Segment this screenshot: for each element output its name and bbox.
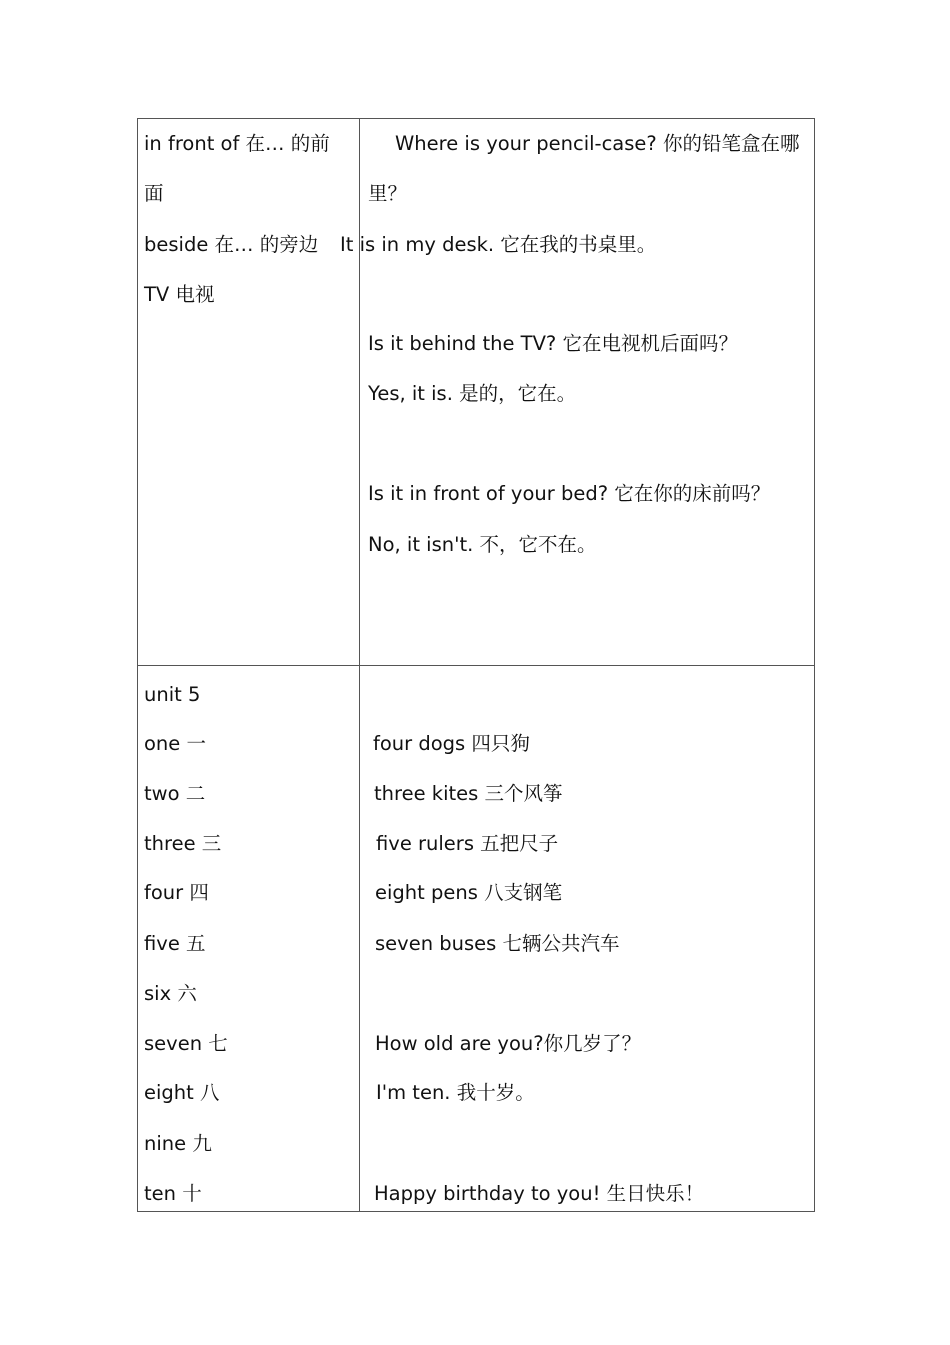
table-border-right: [814, 118, 815, 1212]
table-border-top: [137, 118, 815, 119]
vocab-in-front-of-cont: 面: [144, 182, 164, 205]
sentence-happy-birthday: Happy birthday to you! 生日快乐！: [374, 1182, 705, 1205]
table-border-bottom: [137, 1211, 815, 1212]
number-nine: nine 九: [144, 1132, 212, 1155]
number-six: six 六: [144, 982, 197, 1005]
phrase-eight-pens: eight pens 八支钢笔: [375, 881, 563, 904]
number-one: one 一: [144, 732, 206, 755]
table-border-left: [137, 118, 138, 1212]
number-ten: ten 十: [144, 1182, 202, 1205]
number-four: four 四: [144, 881, 209, 904]
vocab-beside: beside 在… 的旁边: [144, 233, 319, 256]
number-eight: eight 八: [144, 1081, 220, 1104]
sentence-yes-it-is: Yes, it is. 是的，它在。: [368, 382, 577, 405]
sentence-in-my-desk: It is in my desk. 它在我的书桌里。: [340, 233, 657, 256]
sentence-im-ten: I'm ten. 我十岁。: [376, 1081, 535, 1104]
sentence-behind-tv: Is it behind the TV? 它在电视机后面吗？: [368, 332, 738, 355]
number-seven: seven 七: [144, 1032, 228, 1055]
phrase-seven-buses: seven buses 七辆公共汽车: [375, 932, 620, 955]
vocab-in-front-of: in front of 在… 的前: [144, 132, 330, 155]
phrase-four-dogs: four dogs 四只狗: [373, 732, 530, 755]
table-border-middle: [137, 665, 815, 666]
phrase-five-rulers: five rulers 五把尺子: [376, 832, 559, 855]
unit-title: unit 5: [144, 683, 201, 706]
sentence-where-pencil-case-cont: 里？: [368, 182, 408, 205]
phrase-three-kites: three kites 三个风筝: [374, 782, 563, 805]
number-five: five 五: [144, 932, 206, 955]
number-three: three 三: [144, 832, 222, 855]
sentence-where-pencil-case: Where is your pencil-case? 你的铅笔盒在哪: [395, 132, 800, 155]
number-two: two 二: [144, 782, 206, 805]
vocab-tv: TV 电视: [144, 283, 215, 306]
table-column-divider: [359, 118, 360, 1212]
sentence-how-old: How old are you?你几岁了？: [375, 1032, 642, 1055]
sentence-in-front-of-bed: Is it in front of your bed? 它在你的床前吗？: [368, 482, 771, 505]
sentence-no-it-isnt: No, it isn't. 不，它不在。: [368, 533, 597, 556]
